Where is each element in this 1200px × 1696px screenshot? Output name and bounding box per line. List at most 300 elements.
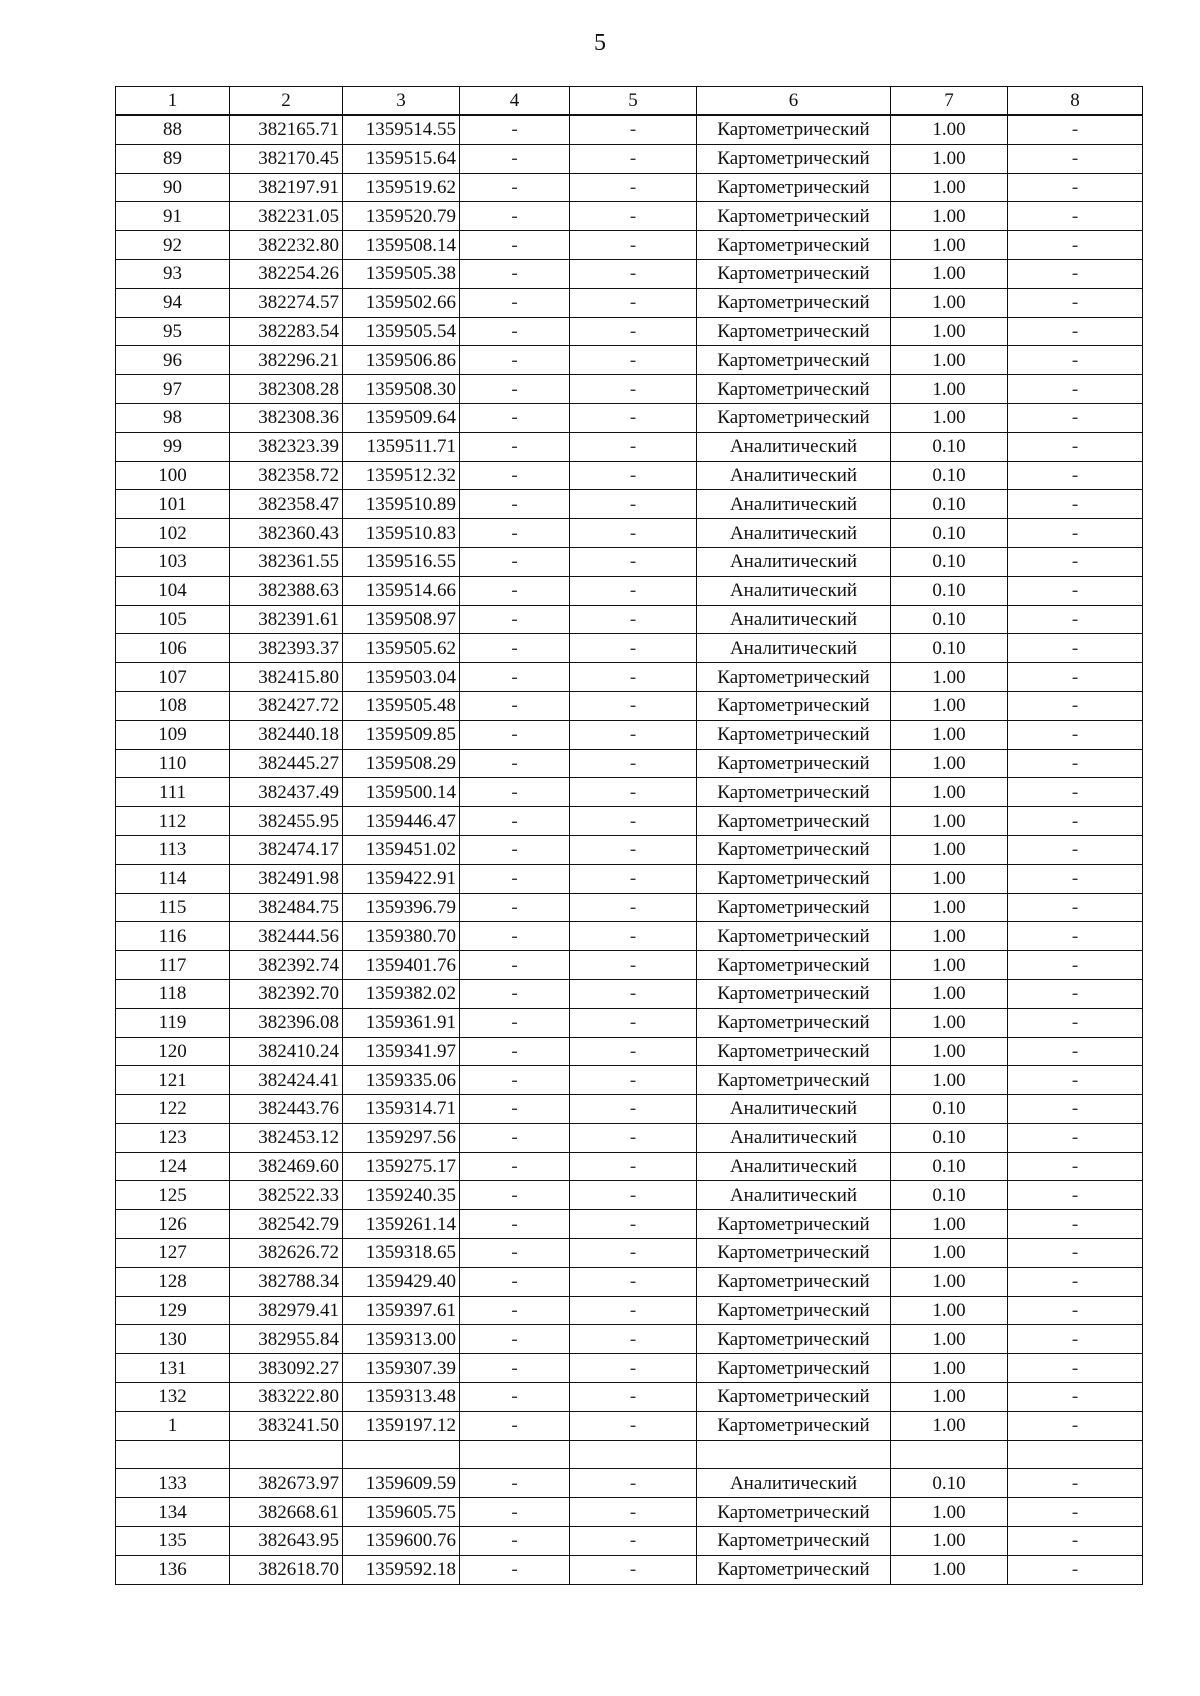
cell-y-coordinate: 1359520.79 bbox=[343, 202, 460, 231]
cell-col-8 bbox=[1008, 1440, 1143, 1469]
cell-col-5: - bbox=[570, 634, 697, 663]
cell-col-8: - bbox=[1008, 1123, 1143, 1152]
cell-col-8: - bbox=[1008, 346, 1143, 375]
table-row bbox=[116, 1527, 1143, 1556]
cell-point-number: 114 bbox=[116, 864, 230, 893]
cell-point-number: 93 bbox=[116, 259, 230, 288]
cell-col-4: - bbox=[460, 951, 570, 980]
cell-x-coordinate: 382955.84 bbox=[230, 1325, 343, 1354]
cell-x-coordinate: 382427.72 bbox=[230, 691, 343, 720]
table-row bbox=[116, 375, 1143, 404]
cell-point-number: 132 bbox=[116, 1383, 230, 1412]
cell-col-4: - bbox=[460, 720, 570, 749]
cell-method: Картометрический bbox=[697, 1239, 891, 1268]
cell-y-coordinate: 1359429.40 bbox=[343, 1267, 460, 1296]
table-row bbox=[116, 893, 1143, 922]
cell-col-5: - bbox=[570, 864, 697, 893]
cell-col-4: - bbox=[460, 1267, 570, 1296]
cell-y-coordinate: 1359451.02 bbox=[343, 835, 460, 864]
table-row bbox=[116, 1181, 1143, 1210]
cell-x-coordinate: 382542.79 bbox=[230, 1210, 343, 1239]
cell-col-8: - bbox=[1008, 231, 1143, 260]
cell-col-8: - bbox=[1008, 547, 1143, 576]
cell-method: Картометрический bbox=[697, 1555, 891, 1584]
cell-y-coordinate: 1359508.97 bbox=[343, 605, 460, 634]
cell-x-coordinate: 383092.27 bbox=[230, 1354, 343, 1383]
cell-accuracy: 1.00 bbox=[891, 1354, 1008, 1383]
coordinates-table bbox=[115, 86, 1143, 1585]
cell-accuracy: 0.10 bbox=[891, 461, 1008, 490]
cell-col-4: - bbox=[460, 1325, 570, 1354]
cell-col-8: - bbox=[1008, 1152, 1143, 1181]
cell-accuracy bbox=[891, 1440, 1008, 1469]
cell-col-5: - bbox=[570, 173, 697, 202]
cell-col-5: - bbox=[570, 1210, 697, 1239]
cell-x-coordinate: 382197.91 bbox=[230, 173, 343, 202]
cell-method: Картометрический bbox=[697, 288, 891, 317]
cell-method: Картометрический bbox=[697, 1325, 891, 1354]
cell-col-4: - bbox=[460, 346, 570, 375]
table-row bbox=[116, 720, 1143, 749]
cell-accuracy: 0.10 bbox=[891, 634, 1008, 663]
table-row bbox=[116, 1008, 1143, 1037]
cell-accuracy: 1.00 bbox=[891, 864, 1008, 893]
cell-col-8: - bbox=[1008, 979, 1143, 1008]
cell-y-coordinate: 1359511.71 bbox=[343, 432, 460, 461]
cell-col-4: - bbox=[460, 1095, 570, 1124]
cell-point-number: 96 bbox=[116, 346, 230, 375]
cell-method bbox=[697, 1440, 891, 1469]
cell-col-8: - bbox=[1008, 691, 1143, 720]
cell-col-4: - bbox=[460, 1354, 570, 1383]
cell-col-5: - bbox=[570, 432, 697, 461]
cell-accuracy: 1.00 bbox=[891, 893, 1008, 922]
cell-accuracy: 1.00 bbox=[891, 1267, 1008, 1296]
cell-col-4: - bbox=[460, 288, 570, 317]
table-row bbox=[116, 922, 1143, 951]
cell-point-number: 95 bbox=[116, 317, 230, 346]
cell-y-coordinate: 1359500.14 bbox=[343, 778, 460, 807]
cell-col-8: - bbox=[1008, 807, 1143, 836]
cell-col-8: - bbox=[1008, 288, 1143, 317]
cell-method: Картометрический bbox=[697, 1210, 891, 1239]
cell-col-4: - bbox=[460, 1498, 570, 1527]
cell-point-number: 131 bbox=[116, 1354, 230, 1383]
cell-col-4: - bbox=[460, 1555, 570, 1584]
cell-col-4: - bbox=[460, 202, 570, 231]
cell-point-number: 116 bbox=[116, 922, 230, 951]
table-row bbox=[116, 432, 1143, 461]
cell-x-coordinate: 382979.41 bbox=[230, 1296, 343, 1325]
cell-method: Аналитический bbox=[697, 432, 891, 461]
cell-col-8: - bbox=[1008, 1008, 1143, 1037]
cell-y-coordinate: 1359307.39 bbox=[343, 1354, 460, 1383]
cell-col-4: - bbox=[460, 1383, 570, 1412]
table-row bbox=[116, 519, 1143, 548]
cell-method: Аналитический bbox=[697, 576, 891, 605]
cell-accuracy: 0.10 bbox=[891, 1469, 1008, 1498]
cell-accuracy: 1.00 bbox=[891, 259, 1008, 288]
cell-col-4: - bbox=[460, 1037, 570, 1066]
cell-x-coordinate: 382170.45 bbox=[230, 144, 343, 173]
cell-x-coordinate: 382296.21 bbox=[230, 346, 343, 375]
cell-point-number: 115 bbox=[116, 893, 230, 922]
cell-col-4: - bbox=[460, 490, 570, 519]
cell-col-5: - bbox=[570, 1555, 697, 1584]
cell-col-4: - bbox=[460, 663, 570, 692]
cell-x-coordinate: 382231.05 bbox=[230, 202, 343, 231]
column-header: 1 bbox=[116, 87, 230, 116]
cell-accuracy: 0.10 bbox=[891, 1152, 1008, 1181]
cell-accuracy: 1.00 bbox=[891, 951, 1008, 980]
cell-x-coordinate: 382283.54 bbox=[230, 317, 343, 346]
cell-col-8: - bbox=[1008, 1354, 1143, 1383]
cell-accuracy: 1.00 bbox=[891, 1037, 1008, 1066]
cell-point-number: 136 bbox=[116, 1555, 230, 1584]
cell-x-coordinate: 382308.36 bbox=[230, 403, 343, 432]
cell-col-5: - bbox=[570, 1469, 697, 1498]
cell-x-coordinate: 382626.72 bbox=[230, 1239, 343, 1268]
table-row bbox=[116, 951, 1143, 980]
table-row bbox=[116, 1037, 1143, 1066]
cell-y-coordinate: 1359510.83 bbox=[343, 519, 460, 548]
cell-accuracy: 0.10 bbox=[891, 1181, 1008, 1210]
cell-accuracy: 0.10 bbox=[891, 605, 1008, 634]
cell-y-coordinate: 1359506.86 bbox=[343, 346, 460, 375]
table-row bbox=[116, 1440, 1143, 1469]
cell-point-number: 130 bbox=[116, 1325, 230, 1354]
cell-col-5: - bbox=[570, 375, 697, 404]
cell-y-coordinate: 1359361.91 bbox=[343, 1008, 460, 1037]
cell-method: Картометрический bbox=[697, 317, 891, 346]
cell-method: Картометрический bbox=[697, 778, 891, 807]
cell-col-5: - bbox=[570, 835, 697, 864]
cell-col-5: - bbox=[570, 807, 697, 836]
column-header: 5 bbox=[570, 87, 697, 116]
table-row bbox=[116, 1354, 1143, 1383]
cell-accuracy: 1.00 bbox=[891, 835, 1008, 864]
cell-point-number: 124 bbox=[116, 1152, 230, 1181]
cell-point-number: 111 bbox=[116, 778, 230, 807]
cell-accuracy: 1.00 bbox=[891, 922, 1008, 951]
cell-y-coordinate: 1359380.70 bbox=[343, 922, 460, 951]
cell-col-4: - bbox=[460, 1008, 570, 1037]
cell-point-number bbox=[116, 1440, 230, 1469]
cell-col-5: - bbox=[570, 1066, 697, 1095]
column-header: 6 bbox=[697, 87, 891, 116]
cell-x-coordinate: 382358.72 bbox=[230, 461, 343, 490]
cell-col-8: - bbox=[1008, 1498, 1143, 1527]
table-row bbox=[116, 1469, 1143, 1498]
cell-col-5: - bbox=[570, 519, 697, 548]
cell-col-4: - bbox=[460, 576, 570, 605]
column-header: 8 bbox=[1008, 87, 1143, 116]
cell-method: Картометрический bbox=[697, 1296, 891, 1325]
cell-x-coordinate: 382358.47 bbox=[230, 490, 343, 519]
cell-y-coordinate: 1359396.79 bbox=[343, 893, 460, 922]
cell-point-number: 125 bbox=[116, 1181, 230, 1210]
cell-accuracy: 1.00 bbox=[891, 1325, 1008, 1354]
cell-col-8: - bbox=[1008, 1037, 1143, 1066]
cell-method: Аналитический bbox=[697, 547, 891, 576]
table-row bbox=[116, 259, 1143, 288]
cell-method: Картометрический bbox=[697, 202, 891, 231]
cell-col-8: - bbox=[1008, 1210, 1143, 1239]
cell-method: Картометрический bbox=[697, 375, 891, 404]
cell-method: Аналитический bbox=[697, 1123, 891, 1152]
cell-accuracy: 1.00 bbox=[891, 1008, 1008, 1037]
cell-point-number: 107 bbox=[116, 663, 230, 692]
cell-col-8: - bbox=[1008, 864, 1143, 893]
cell-x-coordinate: 382455.95 bbox=[230, 807, 343, 836]
cell-col-4: - bbox=[460, 922, 570, 951]
column-header: 2 bbox=[230, 87, 343, 116]
cell-point-number: 119 bbox=[116, 1008, 230, 1037]
cell-y-coordinate: 1359422.91 bbox=[343, 864, 460, 893]
cell-method: Картометрический bbox=[697, 749, 891, 778]
cell-col-4: - bbox=[460, 1210, 570, 1239]
cell-col-8: - bbox=[1008, 173, 1143, 202]
cell-x-coordinate: 382469.60 bbox=[230, 1152, 343, 1181]
cell-col-8: - bbox=[1008, 922, 1143, 951]
cell-accuracy: 0.10 bbox=[891, 576, 1008, 605]
cell-point-number: 101 bbox=[116, 490, 230, 519]
cell-col-4: - bbox=[460, 1411, 570, 1440]
cell-accuracy: 1.00 bbox=[891, 1210, 1008, 1239]
cell-col-4: - bbox=[460, 317, 570, 346]
cell-col-8: - bbox=[1008, 1296, 1143, 1325]
cell-col-5: - bbox=[570, 1152, 697, 1181]
cell-method: Картометрический bbox=[697, 835, 891, 864]
cell-col-4: - bbox=[460, 519, 570, 548]
cell-col-4: - bbox=[460, 634, 570, 663]
cell-y-coordinate bbox=[343, 1440, 460, 1469]
cell-accuracy: 0.10 bbox=[891, 432, 1008, 461]
cell-col-8: - bbox=[1008, 778, 1143, 807]
table-row bbox=[116, 864, 1143, 893]
cell-point-number: 102 bbox=[116, 519, 230, 548]
cell-col-5: - bbox=[570, 720, 697, 749]
cell-method: Картометрический bbox=[697, 1037, 891, 1066]
table-row bbox=[116, 1095, 1143, 1124]
table-row bbox=[116, 1411, 1143, 1440]
cell-y-coordinate: 1359314.71 bbox=[343, 1095, 460, 1124]
cell-col-8: - bbox=[1008, 951, 1143, 980]
cell-y-coordinate: 1359600.76 bbox=[343, 1527, 460, 1556]
cell-point-number: 123 bbox=[116, 1123, 230, 1152]
cell-col-4: - bbox=[460, 893, 570, 922]
cell-y-coordinate: 1359382.02 bbox=[343, 979, 460, 1008]
cell-x-coordinate: 383241.50 bbox=[230, 1411, 343, 1440]
cell-y-coordinate: 1359505.62 bbox=[343, 634, 460, 663]
cell-col-4: - bbox=[460, 1239, 570, 1268]
cell-col-5: - bbox=[570, 461, 697, 490]
cell-y-coordinate: 1359503.04 bbox=[343, 663, 460, 692]
cell-col-8: - bbox=[1008, 432, 1143, 461]
cell-col-8: - bbox=[1008, 634, 1143, 663]
cell-col-4: - bbox=[460, 1066, 570, 1095]
cell-method: Картометрический bbox=[697, 403, 891, 432]
cell-point-number: 90 bbox=[116, 173, 230, 202]
table-row bbox=[116, 144, 1143, 173]
table-row bbox=[116, 1325, 1143, 1354]
cell-col-4: - bbox=[460, 1181, 570, 1210]
cell-method: Аналитический bbox=[697, 490, 891, 519]
cell-point-number: 112 bbox=[116, 807, 230, 836]
cell-accuracy: 1.00 bbox=[891, 691, 1008, 720]
table-row bbox=[116, 1383, 1143, 1412]
cell-col-8: - bbox=[1008, 144, 1143, 173]
table-row bbox=[116, 461, 1143, 490]
table-row bbox=[116, 317, 1143, 346]
cell-x-coordinate: 382391.61 bbox=[230, 605, 343, 634]
cell-col-4: - bbox=[460, 1123, 570, 1152]
cell-accuracy: 1.00 bbox=[891, 979, 1008, 1008]
table-row bbox=[116, 288, 1143, 317]
cell-point-number: 127 bbox=[116, 1239, 230, 1268]
cell-col-5: - bbox=[570, 749, 697, 778]
cell-col-4: - bbox=[460, 749, 570, 778]
cell-col-5: - bbox=[570, 317, 697, 346]
table-row bbox=[116, 634, 1143, 663]
cell-col-5: - bbox=[570, 778, 697, 807]
cell-x-coordinate: 382393.37 bbox=[230, 634, 343, 663]
cell-y-coordinate: 1359261.14 bbox=[343, 1210, 460, 1239]
cell-col-5: - bbox=[570, 231, 697, 260]
cell-y-coordinate: 1359508.14 bbox=[343, 231, 460, 260]
cell-col-5: - bbox=[570, 1123, 697, 1152]
cell-col-8: - bbox=[1008, 1527, 1143, 1556]
table-row bbox=[116, 1210, 1143, 1239]
cell-x-coordinate: 382274.57 bbox=[230, 288, 343, 317]
cell-method: Картометрический bbox=[697, 691, 891, 720]
cell-method: Картометрический bbox=[697, 1411, 891, 1440]
cell-x-coordinate: 382443.76 bbox=[230, 1095, 343, 1124]
cell-accuracy: 1.00 bbox=[891, 749, 1008, 778]
cell-accuracy: 0.10 bbox=[891, 519, 1008, 548]
cell-accuracy: 1.00 bbox=[891, 317, 1008, 346]
cell-point-number: 97 bbox=[116, 375, 230, 404]
cell-col-4: - bbox=[460, 1469, 570, 1498]
cell-point-number: 94 bbox=[116, 288, 230, 317]
cell-point-number: 100 bbox=[116, 461, 230, 490]
cell-col-4: - bbox=[460, 605, 570, 634]
cell-point-number: 118 bbox=[116, 979, 230, 1008]
cell-col-5: - bbox=[570, 1037, 697, 1066]
cell-col-5: - bbox=[570, 1267, 697, 1296]
cell-col-8: - bbox=[1008, 490, 1143, 519]
cell-method: Картометрический bbox=[697, 720, 891, 749]
cell-point-number: 98 bbox=[116, 403, 230, 432]
cell-y-coordinate: 1359508.29 bbox=[343, 749, 460, 778]
cell-x-coordinate: 382392.74 bbox=[230, 951, 343, 980]
table-row bbox=[116, 691, 1143, 720]
cell-y-coordinate: 1359313.48 bbox=[343, 1383, 460, 1412]
cell-x-coordinate: 382360.43 bbox=[230, 519, 343, 548]
cell-col-5: - bbox=[570, 490, 697, 519]
cell-y-coordinate: 1359514.66 bbox=[343, 576, 460, 605]
table-row bbox=[116, 202, 1143, 231]
cell-x-coordinate: 382445.27 bbox=[230, 749, 343, 778]
cell-point-number: 105 bbox=[116, 605, 230, 634]
cell-col-5: - bbox=[570, 1239, 697, 1268]
cell-accuracy: 1.00 bbox=[891, 1555, 1008, 1584]
cell-col-5: - bbox=[570, 922, 697, 951]
cell-y-coordinate: 1359275.17 bbox=[343, 1152, 460, 1181]
cell-x-coordinate bbox=[230, 1440, 343, 1469]
cell-y-coordinate: 1359505.38 bbox=[343, 259, 460, 288]
cell-method: Картометрический bbox=[697, 663, 891, 692]
cell-y-coordinate: 1359508.30 bbox=[343, 375, 460, 404]
cell-col-5: - bbox=[570, 1296, 697, 1325]
table-row bbox=[116, 1123, 1143, 1152]
cell-y-coordinate: 1359313.00 bbox=[343, 1325, 460, 1354]
cell-col-8: - bbox=[1008, 576, 1143, 605]
cell-col-5: - bbox=[570, 547, 697, 576]
column-header: 7 bbox=[891, 87, 1008, 116]
cell-method: Картометрический bbox=[697, 1527, 891, 1556]
cell-accuracy: 1.00 bbox=[891, 1296, 1008, 1325]
cell-col-4: - bbox=[460, 1527, 570, 1556]
cell-accuracy: 1.00 bbox=[891, 1066, 1008, 1095]
table-row bbox=[116, 403, 1143, 432]
cell-point-number: 129 bbox=[116, 1296, 230, 1325]
cell-method: Картометрический bbox=[697, 1498, 891, 1527]
cell-col-4: - bbox=[460, 259, 570, 288]
cell-x-coordinate: 382396.08 bbox=[230, 1008, 343, 1037]
cell-col-5: - bbox=[570, 979, 697, 1008]
cell-accuracy: 1.00 bbox=[891, 231, 1008, 260]
table-row bbox=[116, 778, 1143, 807]
cell-x-coordinate: 382388.63 bbox=[230, 576, 343, 605]
cell-accuracy: 1.00 bbox=[891, 807, 1008, 836]
table-row bbox=[116, 1296, 1143, 1325]
cell-col-4: - bbox=[460, 173, 570, 202]
cell-y-coordinate: 1359197.12 bbox=[343, 1411, 460, 1440]
cell-method: Аналитический bbox=[697, 461, 891, 490]
cell-point-number: 89 bbox=[116, 144, 230, 173]
cell-x-coordinate: 382232.80 bbox=[230, 231, 343, 260]
cell-col-5: - bbox=[570, 259, 697, 288]
cell-method: Картометрический bbox=[697, 173, 891, 202]
cell-point-number: 108 bbox=[116, 691, 230, 720]
cell-x-coordinate: 383222.80 bbox=[230, 1383, 343, 1412]
cell-x-coordinate: 382444.56 bbox=[230, 922, 343, 951]
cell-col-5: - bbox=[570, 144, 697, 173]
cell-accuracy: 1.00 bbox=[891, 1239, 1008, 1268]
cell-method: Аналитический bbox=[697, 1152, 891, 1181]
table-row bbox=[116, 1066, 1143, 1095]
cell-y-coordinate: 1359502.66 bbox=[343, 288, 460, 317]
cell-x-coordinate: 382522.33 bbox=[230, 1181, 343, 1210]
cell-y-coordinate: 1359446.47 bbox=[343, 807, 460, 836]
cell-col-4: - bbox=[460, 864, 570, 893]
table-row bbox=[116, 115, 1143, 144]
cell-x-coordinate: 382415.80 bbox=[230, 663, 343, 692]
cell-col-5: - bbox=[570, 1181, 697, 1210]
cell-col-5: - bbox=[570, 663, 697, 692]
cell-point-number: 110 bbox=[116, 749, 230, 778]
cell-accuracy: 0.10 bbox=[891, 1123, 1008, 1152]
cell-y-coordinate: 1359240.35 bbox=[343, 1181, 460, 1210]
cell-y-coordinate: 1359401.76 bbox=[343, 951, 460, 980]
page-number: 5 bbox=[594, 30, 606, 56]
table-row bbox=[116, 605, 1143, 634]
cell-y-coordinate: 1359609.59 bbox=[343, 1469, 460, 1498]
cell-method: Аналитический bbox=[697, 1181, 891, 1210]
table-row bbox=[116, 1267, 1143, 1296]
cell-col-8: - bbox=[1008, 1267, 1143, 1296]
